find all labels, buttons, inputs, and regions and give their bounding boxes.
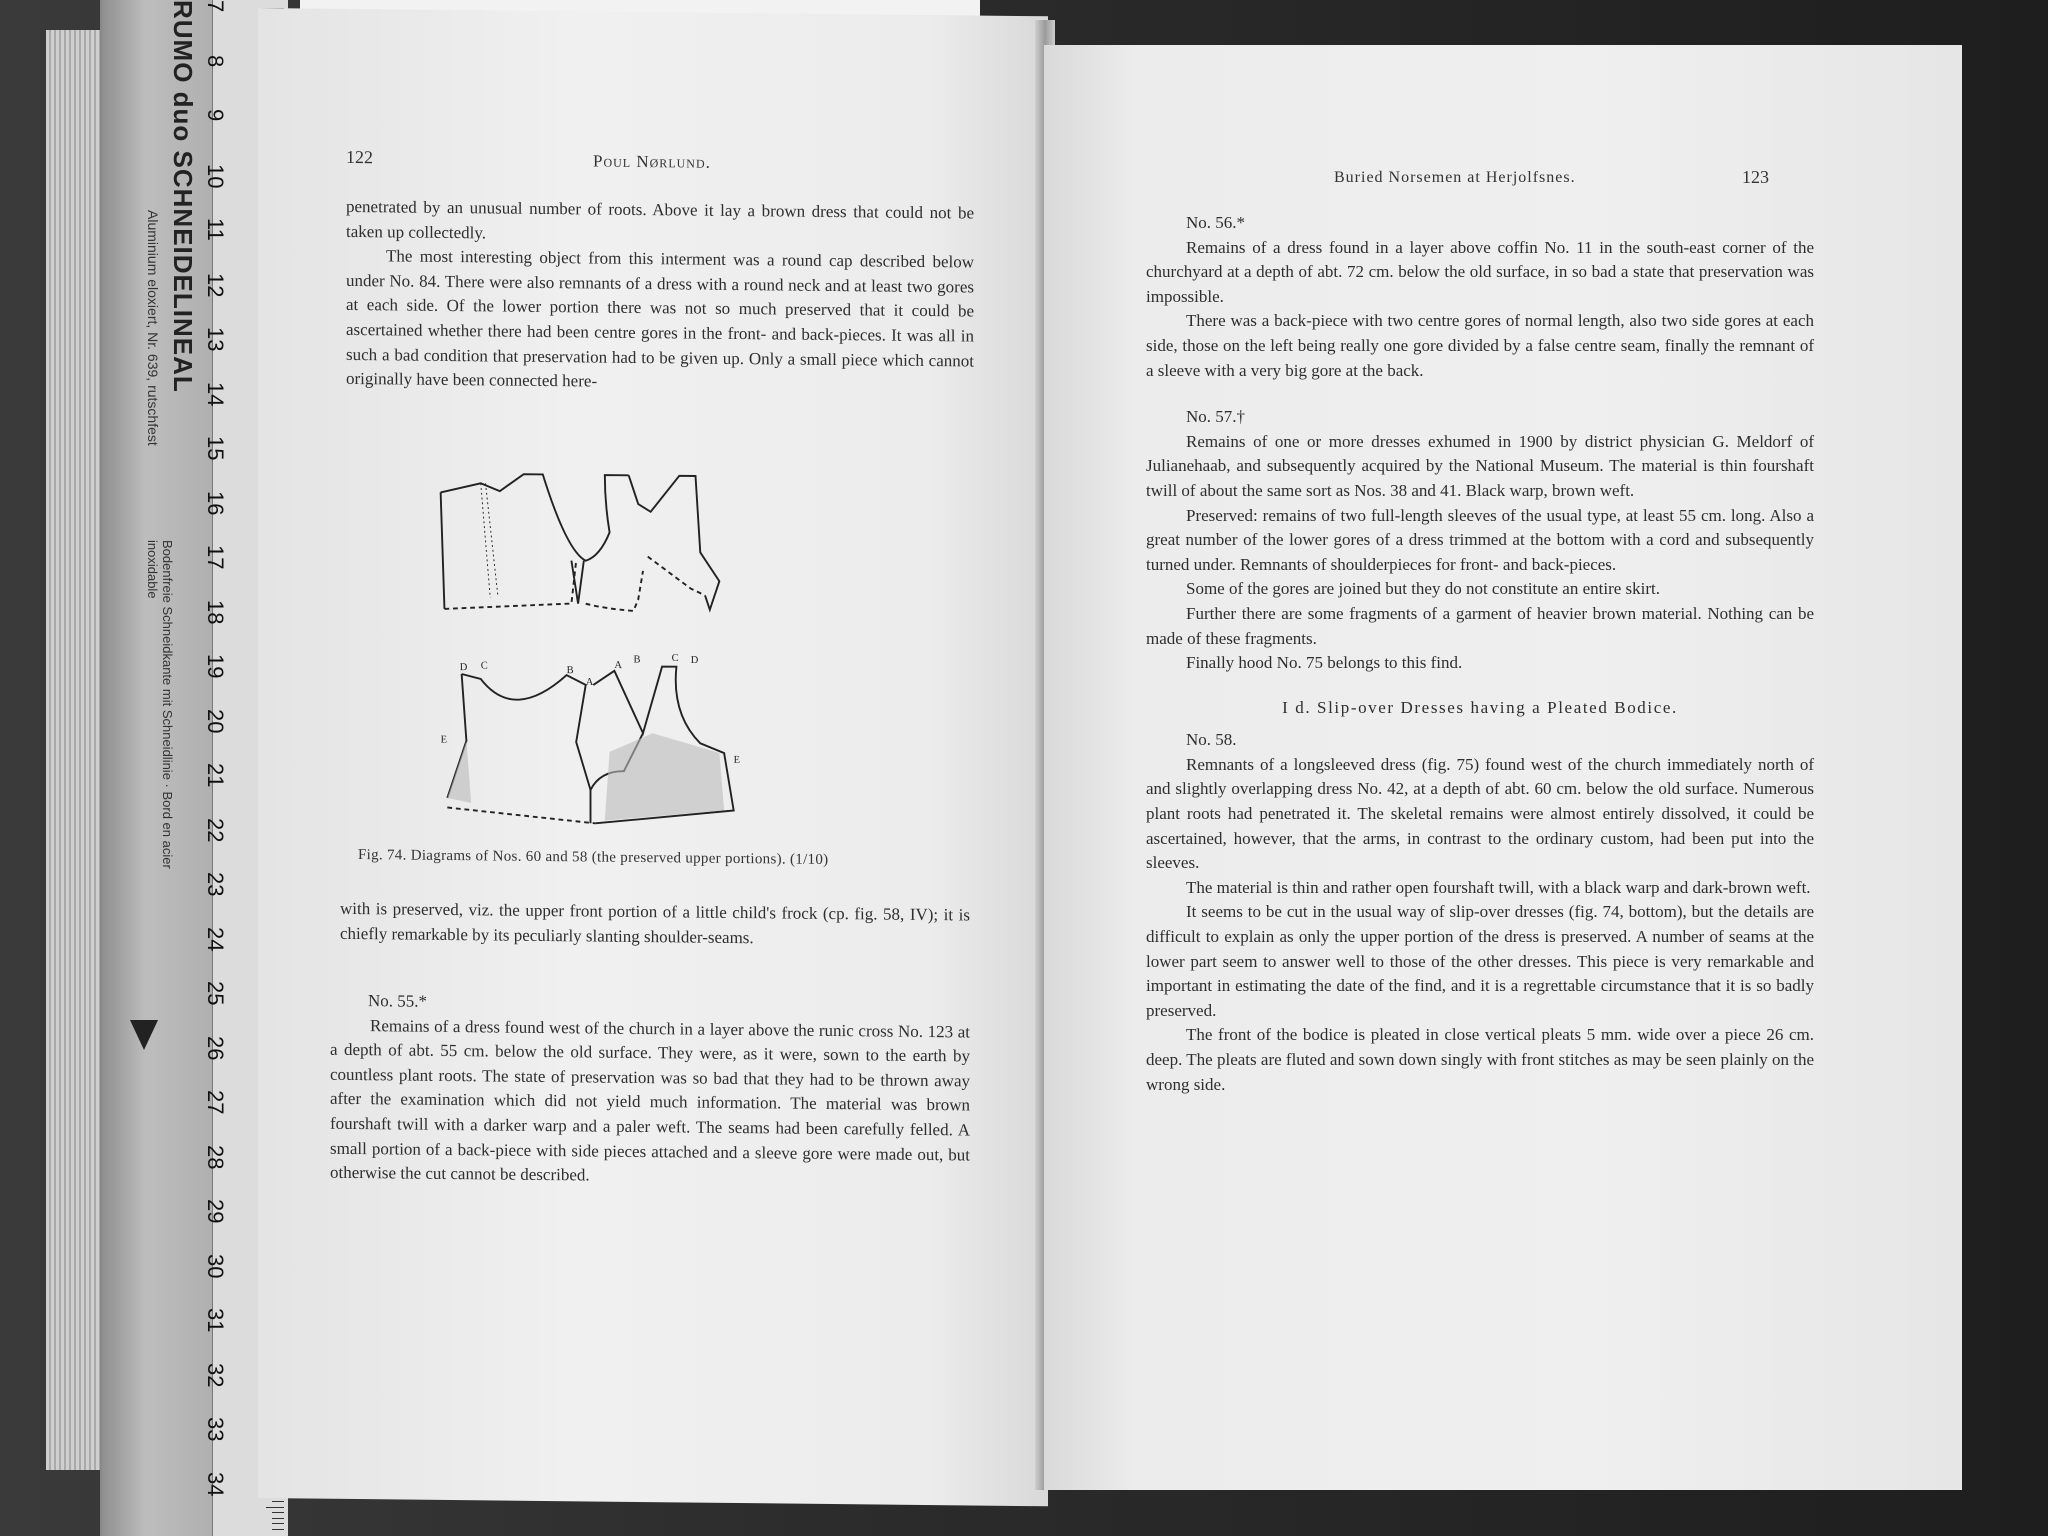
ruler-number: 22 (203, 817, 228, 842)
ruler-number: 10 (203, 163, 228, 188)
ruler-tick-minor (272, 1518, 284, 1519)
figure-caption: Fig. 74. Diagrams of Nos. 60 and 58 (the preserved upper portions). (1/10) (358, 847, 829, 868)
paragraph: The material is thin and rather open fourshaft twill, with a black warp and dark-brown weft. (1186, 877, 1811, 897)
ruler-number: 25 (203, 981, 228, 1006)
right-page (1044, 45, 1962, 1490)
figure-label: B (566, 665, 574, 677)
figure-label: D (690, 655, 699, 667)
ruler-number: 30 (203, 1253, 228, 1278)
ruler-number: 32 (203, 1362, 228, 1387)
ruler-number: 24 (203, 926, 228, 951)
ruler-number: 34 (203, 1471, 228, 1496)
paragraph: Some of the gores are joined but they do not constitute an entire skirt. (1186, 579, 1660, 599)
figure-label: A (585, 676, 594, 688)
entry-heading: No. 57.† (1186, 407, 1246, 427)
figure-label: E (733, 754, 741, 766)
ruler-number: 14 (203, 381, 228, 406)
book-page-edges (46, 30, 104, 1470)
ruler-number: 18 (203, 599, 228, 624)
ruler-tick-minor (272, 1501, 284, 1502)
ruler-number: 26 (203, 1035, 228, 1060)
paragraph: with is preserved, viz. the upper front portion of a little child's frock (cp. fig. 58, IV); it is chiefly remarkable by its peculiarly slanting shoulder-seams. (340, 898, 970, 947)
ruler-number: 20 (203, 708, 228, 733)
ruler-number: 16 (203, 490, 228, 515)
entry-heading: No. 56.* (1186, 213, 1246, 232)
ruler-number: 9 (203, 109, 228, 122)
ruler-sub-text-2: Bodenfreie Schneidkante mit Schneidlinie · Bord en acier inoxidable (145, 540, 175, 869)
figure-label: C (671, 652, 679, 664)
ruler-number: 15 (203, 436, 228, 461)
ruler-number: 8 (203, 54, 228, 67)
figure-label: D (459, 662, 468, 674)
ruler-number: 21 (203, 763, 228, 788)
paragraph: penetrated by an unusual number of roots. Above it lay a brown dress that could not be taken up collectedly. (346, 196, 974, 242)
ruler-number: 12 (203, 272, 228, 297)
paragraph: Further there are some fragments of a garment of heavier brown material. Nothing can be made of these fragments. (1146, 603, 1814, 648)
left-running-head: Poul Nørlund. (593, 151, 711, 172)
paragraph: The front of the bodice is pleated in close vertical pleats 5 mm. wide over a piece 26 cm. deep. The pleats are fluted and sown down singly with front stitches as may be seen plainly on the wrong side. (1146, 1025, 1814, 1094)
right-page-number: 123 (1742, 167, 1769, 187)
figure-label: B (633, 654, 641, 666)
paragraph: Finally hood No. 75 belongs to this find. (1186, 653, 1463, 673)
section-heading: I d. Slip-over Dresses having a Pleated Bodice. (1282, 697, 1678, 717)
paragraph: Preserved: remains of two full-length sleeves of the usual type, at least 55 cm. long. Also a great number of the lower gores of a dress trimmed at the bottom with a cord and subsequently turned under. Remnants of shoulderpieces for front- and back-pieces. (1146, 505, 1814, 574)
figure-label: A (614, 659, 622, 672)
left-page (258, 8, 1048, 1506)
ruler-number: 7 (203, 0, 228, 13)
ruler-number: 19 (203, 654, 228, 679)
ruler-number: 27 (203, 1090, 228, 1115)
ruler-tick-minor (272, 1523, 284, 1524)
paragraph: The most interesting object from this interment was a round cap described below under No. 84. There were also remnants of a dress with a round neck and at least two gores at each side. Of the lower portion there was not so much preserved that it could be ascertained whether there had been centre gores in the front- and back-pieces. It was all in such a bad condition that preservation had to be given up. Only a small piece which cannot originally have been connected here- (346, 246, 974, 391)
left-top-text (346, 195, 974, 398)
ruler-arrow-icon (130, 1020, 158, 1050)
ruler-number: 29 (203, 1199, 228, 1224)
ruler-tick-minor (266, 1507, 284, 1508)
entry-no-55 (330, 989, 970, 1192)
ruler-tick-minor (272, 1512, 284, 1513)
paragraph: It seems to be cut in the usual way of slip-over dresses (fig. 74, bottom), but the details are difficult to explain as only the upper portion of the dress is preserved. A number of seams at the lower part seem to answer well to those of the other dresses. This piece is very remarkable and important in estimating the date of the find, and it is a regrettable circumstance that it is so badly preserved. (1146, 902, 1814, 1020)
figure-74-diagrams (433, 450, 853, 854)
left-page-number: 122 (346, 146, 373, 168)
paragraph: There was a back-piece with two centre gores of normal length, also two side gores at each side, those on the left being really one gore divided by a false centre seam, finally the remnant of a sleeve with a very big gore at the back. (1146, 311, 1814, 380)
ruler-number: 31 (203, 1308, 228, 1333)
ruler-number: 28 (203, 1144, 228, 1169)
ruler-brand-text: RUMO duo SCHNEIDELINEAL (168, 0, 198, 393)
entry-heading: No. 55.* (368, 991, 428, 1011)
paragraph: Remains of a dress found west of the church in a layer above the runic cross No. 123 at a depth of abt. 55 cm. below the old surface. They were, as it were, sown to the earth by countless plant roots. The state of preservation was so bad that they had to be thrown away after the examination which did not yield much information. The material was brown fourshaft twill with a darker warp and a paler weft. The seams had been carefully felled. A small portion of a back-piece with side pieces attached and a sleeve gore were made out, but otherwise the cut cannot be described. (330, 1015, 970, 1185)
ruler-number: 11 (203, 218, 228, 241)
ruler-tick-minor (272, 1529, 284, 1530)
figure-label: C (480, 660, 488, 672)
right-page-text (1146, 211, 1814, 1097)
right-running-head: Buried Norsemen at Herjolfsnes. (1334, 169, 1576, 186)
paragraph: Remains of one or more dresses exhumed in 1900 by district physician G. Meldorf of Julianehaab, and subsequently acquired by the National Museum. The material is thin fourshaft twill of about the same sort as Nos. 38 and 41. Black warp, brown weft. (1146, 431, 1814, 500)
ruler-sub-text: Aluminium eloxiert, Nr. 639, rutschfest (145, 210, 161, 446)
ruler-number: 17 (203, 545, 228, 570)
ruler-number: 13 (203, 327, 228, 352)
ruler-number: 23 (203, 872, 228, 897)
paragraph: Remnants of a longsleeved dress (fig. 75) found west of the church immediately north of and slightly overlapping dress No. 42, at a depth of abt. 60 cm. below the old surface. Numerous plant roots had penetrated it. The skeletal remains were almost entirely dissolved, it could be ascertained, however, that the arms, in contrast to the ordinary custom, had been put into the sleeves. (1146, 754, 1814, 873)
paragraph: Remains of a dress found in a layer above coffin No. 11 in the south-east corner of the churchyard at a depth of abt. 72 cm. below the old surface, in so bad a state that preservation was impossible. (1146, 237, 1814, 306)
ruler-number: 33 (203, 1417, 228, 1442)
figure-label: E (440, 734, 448, 746)
entry-heading: No. 58. (1186, 730, 1237, 750)
top-diagram-outline (441, 473, 629, 561)
left-after-figure-text (340, 897, 970, 953)
